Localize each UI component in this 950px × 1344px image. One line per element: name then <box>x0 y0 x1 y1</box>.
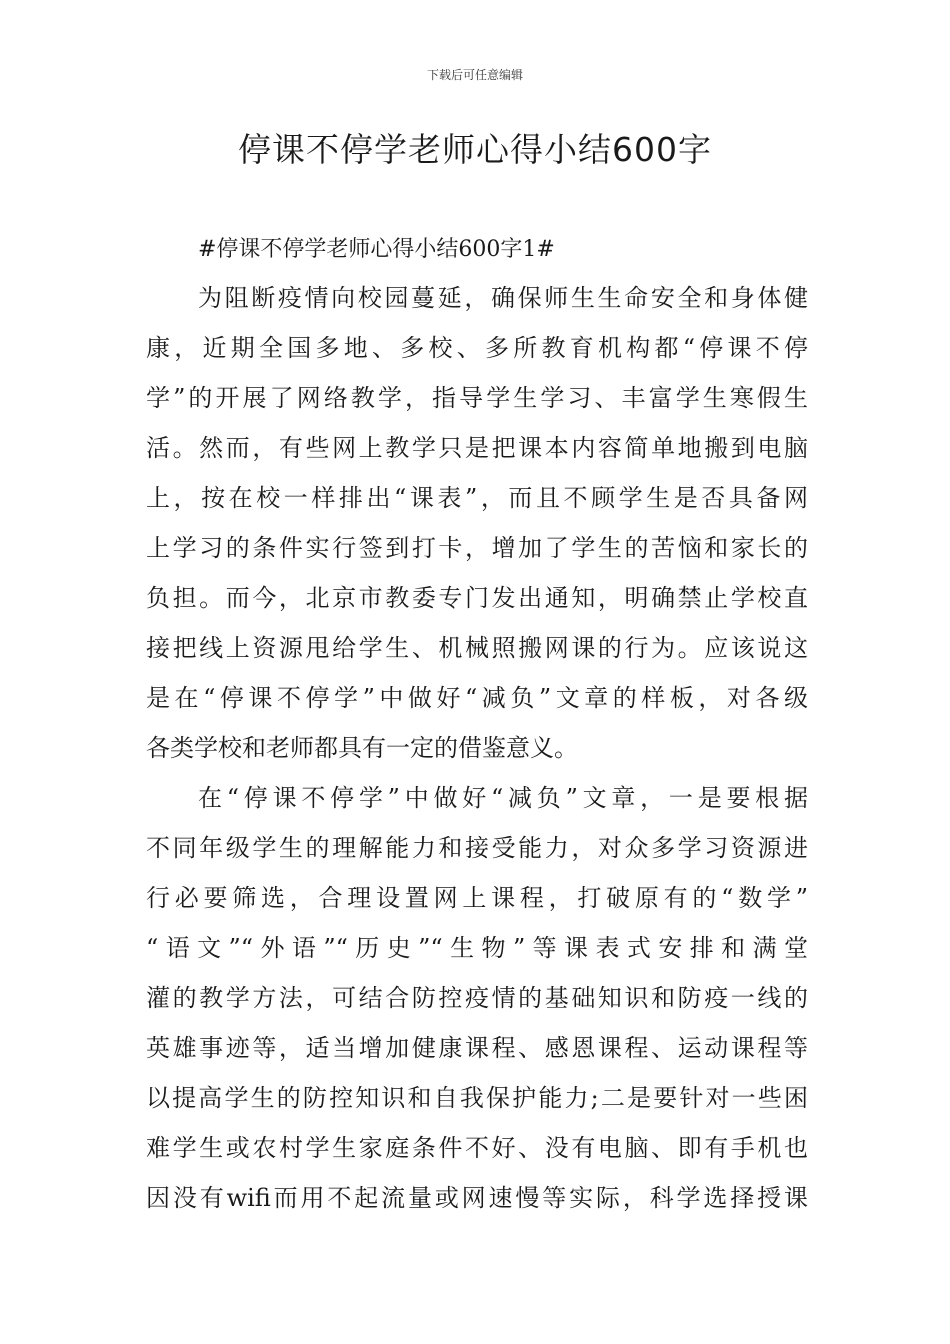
text-line: 学”的开展了网络教学，指导学生学习、丰富学生寒假生 <box>146 384 808 412</box>
text-line: 不同年级学生的理解能力和接受能力，对众多学习资源进 <box>146 834 808 862</box>
paragraph <box>146 773 808 1223</box>
text-line: 难学生或农村学生家庭条件不好、没有电脑、即有手机也 <box>146 1134 808 1162</box>
text-line: 因没有wifi而用不起流量或网速慢等实际，科学选择授课 <box>146 1184 808 1212</box>
text-line: 接把线上资源甩给学生、机械照搬网课的行为。应该说这 <box>146 634 808 662</box>
text-line: 活。然而，有些网上教学只是把课本内容简单地搬到电脑 <box>146 434 808 462</box>
text-line: 以提高学生的防控知识和自我保护能力;二是要针对一些困 <box>146 1084 808 1112</box>
text-line: 行必要筛选，合理设置网上课程，打破原有的“数学” <box>146 884 808 912</box>
text-line: 英雄事迹等，适当增加健康课程、感恩课程、运动课程等 <box>146 1034 808 1062</box>
text-line: 是在“停课不停学”中做好“减负”文章的样板，对各级 <box>146 684 808 712</box>
text-line: 上学习的条件实行签到打卡，增加了学生的苦恼和家长的 <box>146 534 808 562</box>
paragraph <box>146 273 808 773</box>
text-line: 为阻断疫情向校园蔓延，确保师生生命安全和身体健 <box>198 284 808 312</box>
document-title: 停课不停学老师心得小结600字 <box>238 130 712 169</box>
header-note: 下载后可任意编辑 <box>426 68 523 82</box>
text-line: “语文”“外语”“历史”“生物”等课表式安排和满堂 <box>146 934 808 962</box>
document-body <box>146 273 808 1223</box>
text-line: 灌的教学方法，可结合防控疫情的基础知识和防疫一线的 <box>146 984 808 1012</box>
section-heading: #停课不停学老师心得小结600字1# <box>198 237 555 262</box>
text-line: 各类学校和老师都具有一定的借鉴意义。 <box>146 734 578 762</box>
text-line: 康，近期全国多地、多校、多所教育机构都“停课不停 <box>146 334 808 362</box>
text-line: 上，按在校一样排出“课表”，而且不顾学生是否具备网 <box>146 484 808 512</box>
text-line: 在“停课不停学”中做好“减负”文章，一是要根据 <box>198 784 808 812</box>
text-line: 负担。而今，北京市教委专门发出通知，明确禁止学校直 <box>146 584 808 612</box>
